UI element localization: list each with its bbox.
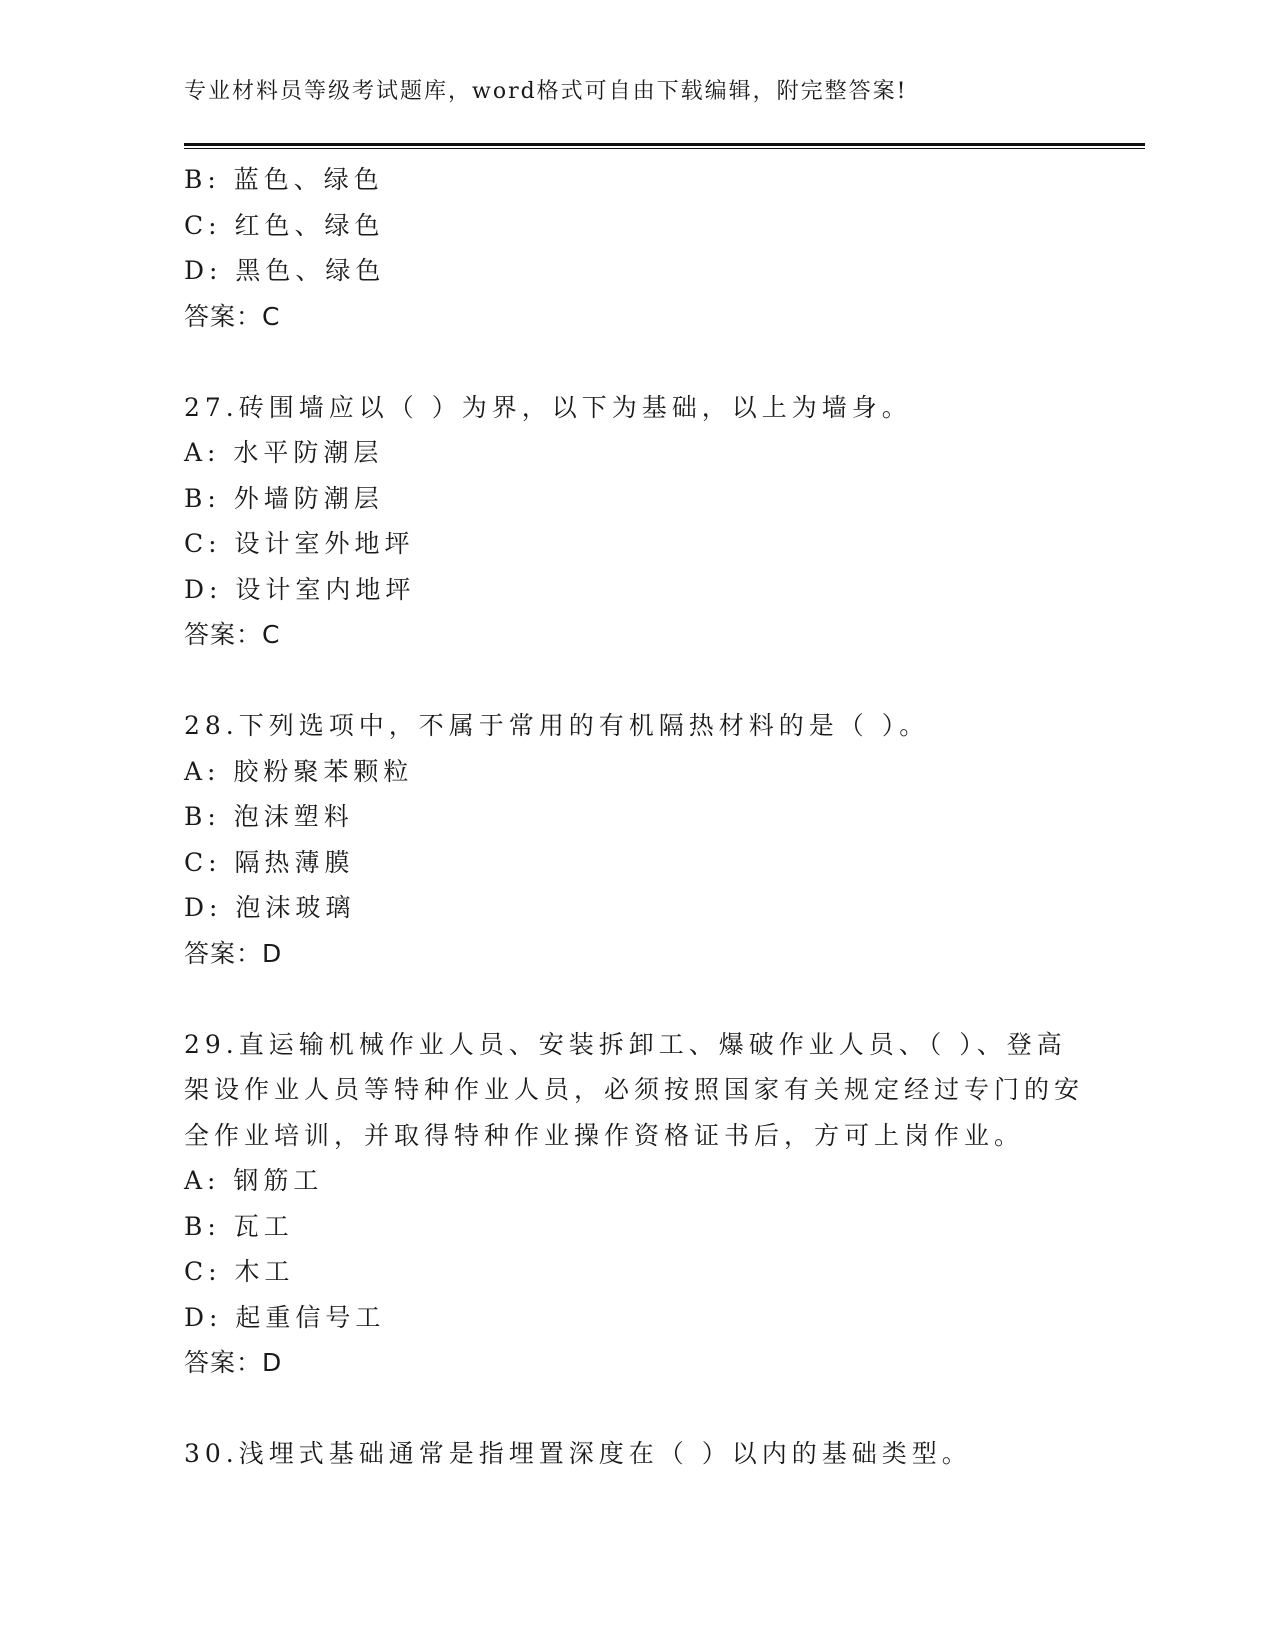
option-d: D: 设计室内地坪 (184, 574, 416, 604)
option-b: B: 外墙防潮层 (184, 483, 384, 513)
option-b: B: 瓦工 (184, 1211, 294, 1241)
question-stem-line-1: 29.直运输机械作业人员、安装拆卸工、爆破作业人员、（ ）、登高 (184, 1029, 1067, 1059)
question-prev (184, 157, 1064, 339)
question-stem: 27.砖围墙应以（ ）为界，以下为基础，以上为墙身。 (184, 392, 912, 422)
option-c: C: 木工 (184, 1257, 295, 1286)
spacer (184, 1386, 1064, 1432)
option-b: B: 泡沫塑料 (184, 802, 354, 831)
option-a: A: 水平防潮层 (184, 438, 384, 467)
option-c: C: 设计室外地坪 (184, 529, 415, 558)
spacer (184, 339, 1064, 385)
question-stem: 30.浅埋式基础通常是指埋置深度在（ ）以内的基础类型。 (184, 1439, 972, 1468)
answer: 答案：C (184, 301, 281, 331)
option-c: C: 红色、绿色 (184, 210, 385, 240)
header-divider (184, 143, 1145, 149)
answer: 答案：D (184, 1348, 283, 1377)
question-list (184, 157, 1085, 1477)
question-30 (184, 1431, 1064, 1477)
question-stem-line-2: 架设作业人员等特种作业人员，必须按照国家有关规定经过专门的安 (184, 1075, 1085, 1104)
option-a: A: 钢筋工 (184, 1166, 324, 1195)
question-29 (184, 1022, 1085, 1386)
option-d: D: 黑色、绿色 (184, 256, 386, 285)
option-d: D: 泡沫玻璃 (184, 893, 356, 922)
spacer (184, 658, 1064, 704)
question-stem-line-3: 全作业培训，并取得特种作业操作资格证书后，方可上岗作业。 (184, 1120, 1025, 1150)
page-header: 专业材料员等级考试题库，word格式可自由下载编辑，附完整答案! (184, 79, 908, 104)
option-b: B: 蓝色、绿色 (184, 165, 384, 194)
answer: 答案：C (184, 620, 281, 649)
option-a: A: 胶粉聚苯颗粒 (184, 756, 414, 786)
spacer (184, 976, 1064, 1022)
question-28 (184, 703, 1064, 976)
question-stem: 28.下列选项中，不属于常用的有机隔热材料的是（ ）。 (184, 711, 930, 740)
option-d: D: 起重信号工 (184, 1302, 386, 1332)
answer: 答案：D (184, 938, 283, 968)
question-27 (184, 385, 1064, 658)
option-c: C: 隔热薄膜 (184, 847, 355, 877)
